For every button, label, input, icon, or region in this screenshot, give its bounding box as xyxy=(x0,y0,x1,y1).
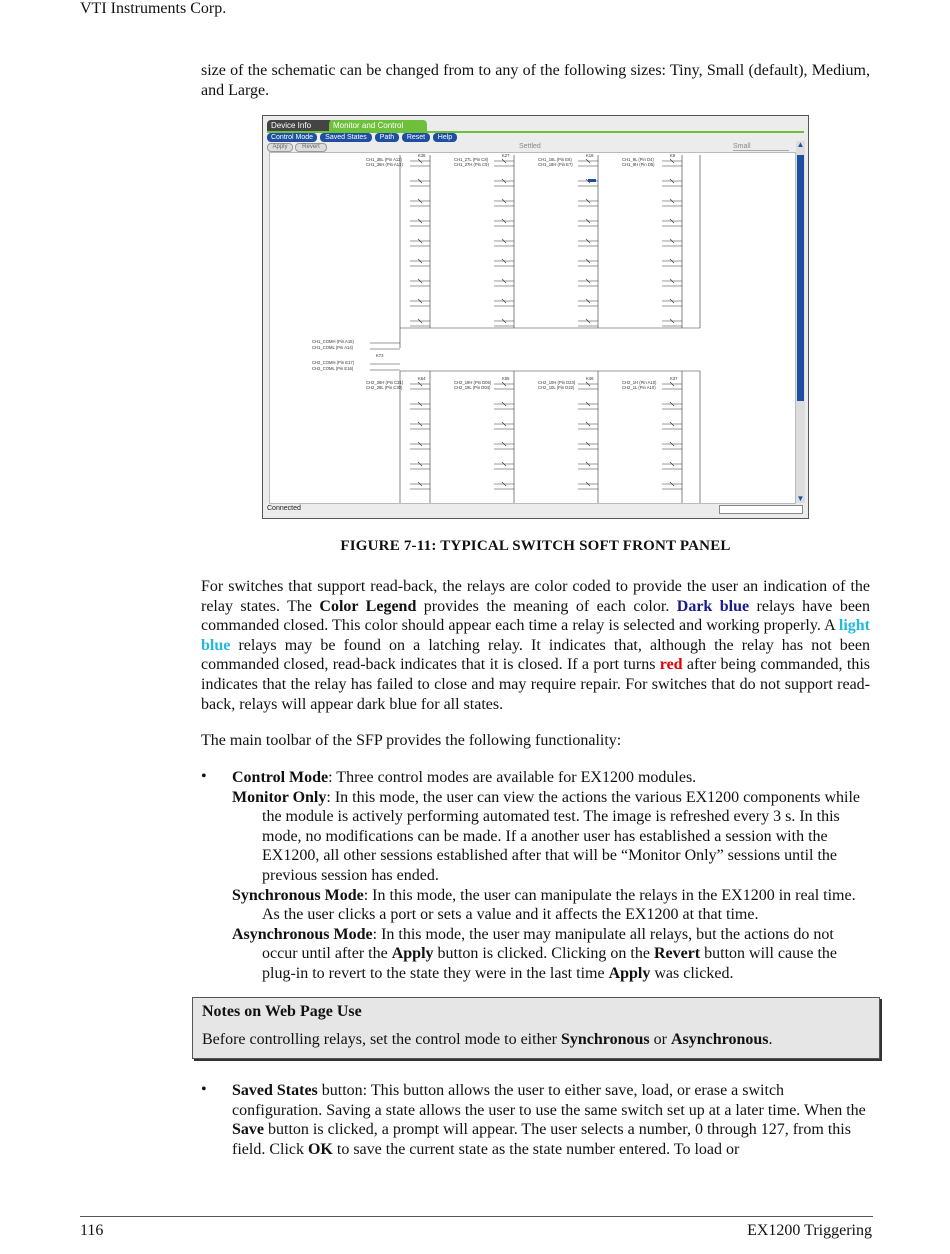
toolbar-intro: The main toolbar of the SFP provides the following functionality: xyxy=(201,732,622,749)
saved-states-section xyxy=(232,1081,872,1159)
light-blue-term: light blue xyxy=(201,617,870,654)
async-text-4: was clicked. xyxy=(650,964,734,982)
footer-rule xyxy=(80,1216,873,1217)
relay-k-top-4: K9 xyxy=(670,153,676,158)
soft-front-panel-figure xyxy=(262,115,809,519)
running-header: VTI Instruments Corp. xyxy=(80,0,227,17)
relay-label-bottom-4b: CH2_1L (Pin A10) xyxy=(622,385,656,390)
k73-label: K73 xyxy=(376,353,384,358)
apply-button[interactable]: Apply xyxy=(267,143,293,152)
notes-or: or xyxy=(649,1031,671,1048)
help-button[interactable]: Help xyxy=(433,133,457,142)
relay-label-bottom-2a: CH2_19H (Pin D05) xyxy=(454,380,492,385)
apply-term: Apply xyxy=(391,945,434,963)
color-legend-paragraph xyxy=(201,577,870,714)
relay-k-bottom-2: K55 xyxy=(502,376,510,381)
schematic-canvas xyxy=(269,152,796,504)
save-term: Save xyxy=(232,1121,264,1139)
dark-blue-term: Dark blue xyxy=(676,597,750,615)
vertical-scrollbar[interactable] xyxy=(796,141,805,503)
notes-sync-term: Synchronous xyxy=(561,1031,650,1048)
apply-term-2: Apply xyxy=(608,964,651,982)
relay-k-top-3: K18 xyxy=(586,153,594,158)
p1-text-5: after being commanded, this indicates that the relay has failed to close and may require repair. For switches that do not support read-back, relays will appear dark blue for all states. xyxy=(201,656,870,713)
relay-k-top-2: K27 xyxy=(502,153,510,158)
notes-body xyxy=(202,1031,772,1049)
relay-label-top-3b: CH1_18H (Pin E7) xyxy=(538,162,573,167)
synchronous-item xyxy=(232,886,872,925)
p1-text-3: relays have been commanded closed. This color should appear each time a relay is selected and working properly. A xyxy=(201,597,871,635)
saved-states-button[interactable]: Saved States xyxy=(320,133,372,142)
async-text-2: button is clicked. Clicking on the xyxy=(433,945,654,963)
monitor-only-term: Monitor Only xyxy=(232,788,327,806)
p1-text-1: For switches that support read-back, the relays are color coded to provide the user an indication of the relay states. The xyxy=(201,578,870,615)
ch2-coml-label: CH2_COML (Pin E16) xyxy=(312,366,354,371)
control-mode-term: Control Mode xyxy=(232,769,329,786)
control-mode-button[interactable]: Control Mode xyxy=(267,133,317,142)
tab-monitor-and-control[interactable]: Monitor and Control xyxy=(329,120,427,131)
relay-label-bottom-2b: CH2_19L (Pin D04) xyxy=(454,385,491,390)
notes-text-1: Before controlling relays, set the control mode to either xyxy=(202,1031,561,1048)
control-mode-text: : Three control modes are available for EX1200 modules. xyxy=(328,769,697,786)
monitor-only-text: : In this mode, the user can view the actions the various EX1200 components while the module is actively performing automated test. The image is refreshed every 3 s. In this mode, no modifications can be made. If a another user has established a session with the EX1200, all other sessions established after that will be “Monitor Only” sessions until the previous session has ended. xyxy=(262,788,861,884)
scroll-thumb[interactable] xyxy=(797,155,804,401)
intro-paragraph: size of the schematic can be changed from to any of the following sizes: Tiny, Small (default), Medium, and Large. xyxy=(201,62,870,99)
relay-label-bottom-4a: CH2_1H (Pin A10) xyxy=(622,380,657,385)
saved-text-1: button: This button allows the user to either save, load, or erase a switch configuration. Saving a state allows the user to use the same switch set up at a later time. When the xyxy=(232,1082,866,1119)
ch1-comh-label: CH1_COMH (Pin A15) xyxy=(312,339,354,344)
caption-title: TYPICAL SWITCH SOFT FRONT PANEL xyxy=(440,538,731,554)
bullet-control-mode: • xyxy=(201,768,207,785)
revert-button[interactable]: Revert xyxy=(295,143,327,152)
page-number: 116 xyxy=(80,1222,104,1239)
relay-label-bottom-3b: CH2_10L (Pin D22) xyxy=(538,385,575,390)
p1-text-4: relays may be found on a latching relay. It indicates that, although the relay has not been commanded closed, read-back indicates that it is closed. If a port turns xyxy=(201,636,870,674)
saved-text-2: button is clicked, a prompt will appear. The user selects a number, 0 through 127, from this field. Click xyxy=(232,1121,851,1158)
relay-k-bottom-3: K46 xyxy=(586,376,594,381)
relay-label-top-2b: CH1_27H (Pin C9) xyxy=(454,162,489,167)
bullet-saved-states: • xyxy=(201,1081,207,1098)
relay-k-bottom-1: K64 xyxy=(418,376,426,381)
red-term: red xyxy=(659,656,683,674)
relay-k-bottom-4: K37 xyxy=(670,376,678,381)
footer-title: EX1200 Triggering xyxy=(747,1222,872,1239)
relay-label-top-4b: CH1_9H (Pin D5) xyxy=(622,162,655,167)
notes-end: . xyxy=(768,1031,773,1048)
caption-prefix: FIGURE 7-11: xyxy=(340,538,441,554)
p1-text-2: provides the meaning of each color. xyxy=(416,597,677,615)
relay-label-bottom-1a: CH2_28H (Pin C31) xyxy=(366,380,404,385)
size-select[interactable]: Small xyxy=(733,143,789,151)
synchronous-term: Synchronous Mode xyxy=(232,886,364,904)
saved-text-3: to save the current state as the state number entered. To load or xyxy=(332,1140,740,1158)
notes-title: Notes on Web Page Use xyxy=(202,1003,362,1020)
relay-label-top-3a: CH1_18L (Pin E6) xyxy=(538,157,572,162)
figure-caption xyxy=(201,538,870,555)
connection-status: Connected xyxy=(267,505,301,512)
schematic-diagram xyxy=(270,153,795,503)
path-button[interactable]: Path xyxy=(375,133,399,142)
relay-label-top-4a: CH1_9L (Pin D4) xyxy=(622,157,654,162)
reset-button[interactable]: Reset xyxy=(402,133,430,142)
settled-status: Settled xyxy=(519,143,541,150)
ch2-comh-label: CH2_COMH (Pin E17) xyxy=(312,360,355,365)
async-text-1: : In this mode, the user may manipulate all relays, but the actions do not occur until after the xyxy=(262,925,834,963)
monitor-only-item xyxy=(232,788,872,886)
color-legend-term: Color Legend xyxy=(319,597,417,615)
control-mode-section xyxy=(232,768,872,984)
ok-term: OK xyxy=(307,1140,333,1158)
asynchronous-item xyxy=(232,925,872,984)
relay-k-top-1: K36 xyxy=(418,153,426,158)
relay-label-bottom-1b: CH2_28L (Pin C30) xyxy=(366,385,403,390)
relay-label-top-1b: CH1_36H (Pin A13) xyxy=(366,162,403,167)
notes-async-term: Asynchronous xyxy=(670,1031,769,1048)
notes-box xyxy=(192,997,880,1059)
relay-label-top-1a: CH1_36L (Pin A12) xyxy=(366,157,402,162)
asynchronous-term: Asynchronous Mode xyxy=(232,925,373,943)
synchronous-text: : In this mode, the user can manipulate the relays in the EX1200 in real time. As the user clicks a port or sets a value and it affects the EX1200 at that time. xyxy=(262,886,856,924)
async-text-3: button will cause the plug-in to revert to the state they were in the last time xyxy=(262,945,837,982)
saved-states-term: Saved States xyxy=(232,1082,318,1099)
status-progress-box xyxy=(719,505,803,514)
control-mode-line xyxy=(232,768,872,788)
ch1-coml-label: CH1_COML (Pin A14) xyxy=(312,345,354,350)
relay-label-top-2a: CH1_27L (Pin C8) xyxy=(454,157,489,162)
scroll-up-icon[interactable]: ▲ xyxy=(796,140,805,149)
relay-label-bottom-3a: CH2_10H (Pin D23) xyxy=(538,380,576,385)
revert-term: Revert xyxy=(653,945,701,963)
scroll-down-icon[interactable]: ▼ xyxy=(796,494,805,503)
tab-device-info[interactable]: Device Info xyxy=(267,120,333,131)
